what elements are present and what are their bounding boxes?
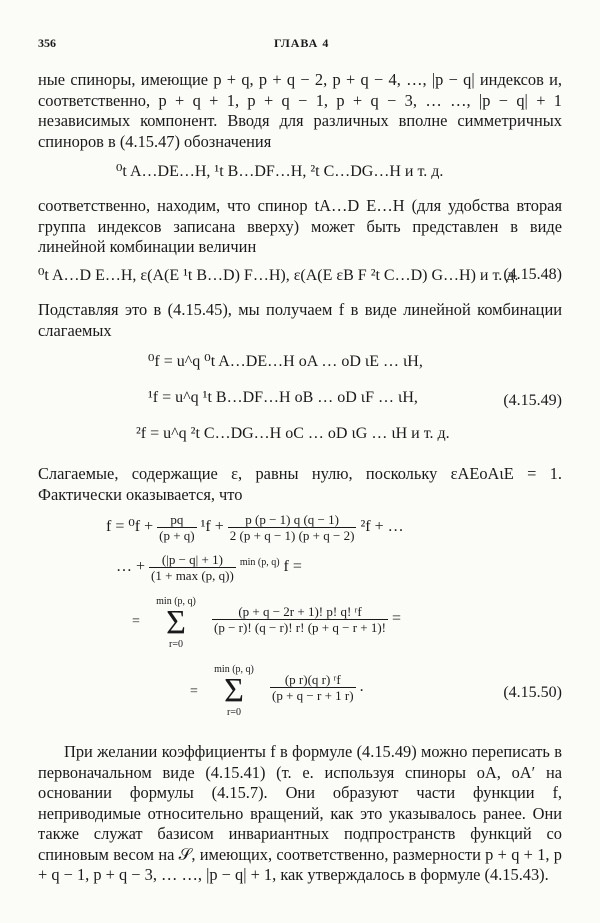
equation-4-15-50-line-4 bbox=[270, 672, 364, 703]
fraction-2 bbox=[228, 512, 357, 543]
equals-sign-3: = bbox=[190, 684, 198, 699]
summation-2-symbol: Σ bbox=[224, 672, 244, 709]
page-number: 356 bbox=[38, 36, 56, 50]
binomial-denominator: (p + q − r + 1 r) bbox=[272, 688, 354, 703]
fraction-1 bbox=[157, 512, 197, 543]
summation-1-symbol: Σ bbox=[166, 604, 186, 641]
equals-sign-1: = bbox=[132, 614, 140, 629]
fraction-1-denominator: (p + q) bbox=[159, 528, 195, 543]
equation-4-15-50-line-2 bbox=[116, 552, 302, 583]
equals-sign-2: = bbox=[392, 610, 402, 628]
equation-4-15-50-number: (4.15.50) bbox=[503, 684, 562, 701]
fraction-3-denominator: (1 + max (p, q)) bbox=[151, 568, 234, 583]
fraction-3-numerator: (|p − q| + 1) bbox=[149, 552, 236, 568]
chapter-title: ГЛАВА 4 bbox=[274, 36, 330, 50]
summation-1-lower: r=0 bbox=[169, 639, 183, 650]
f-last-term: f = bbox=[283, 558, 302, 576]
summation-1 bbox=[156, 596, 196, 650]
fraction-2-denominator: 2 (p + q − 1) (p + q − 2) bbox=[229, 528, 355, 543]
equation-4-15-48-number: (4.15.48) bbox=[503, 266, 562, 283]
f-sum-start: f = ⁰f + bbox=[106, 518, 154, 536]
notation-line: ⁰t A…DE…H, ¹t B…DF…H, ²t C…DG…H и т. д. bbox=[116, 163, 444, 180]
fraction-4-numerator: (p + q − 2r + 1)! p! q! ʳf bbox=[212, 604, 388, 620]
paragraph-1: ные спиноры, имеющие p + q, p + q − 2, p + q − 4, …, |p − q| индексов и, соответственно, p + q + 1, p + q − 1, p + q − 3, … …, |p − q| + 1 независимых компонент. Вводя для различных вполне симметричных спиноров в (4.15.47) обозначения bbox=[38, 70, 562, 151]
ellipsis-plus: … + bbox=[116, 558, 146, 576]
f-term-2: ²f + … bbox=[360, 518, 404, 536]
final-period: . bbox=[359, 678, 364, 696]
summation-2 bbox=[214, 664, 254, 718]
binomial-numerator: (p r)(q r) ʳf bbox=[270, 672, 356, 688]
fraction-2-numerator: p (p − 1) q (q − 1) bbox=[228, 512, 357, 528]
equation-4-15-49-line-2: ¹f = u^q ¹t B…DF…H oB … oD ιF … ιH, bbox=[148, 389, 418, 406]
fraction-4 bbox=[212, 604, 388, 635]
fraction-1-numerator: pq bbox=[157, 512, 197, 528]
paragraph-3: Подставляя это в (4.15.45), мы получаем f в виде линейной комбинации слагаемых bbox=[38, 300, 562, 340]
fraction-3 bbox=[149, 552, 236, 583]
running-header bbox=[38, 36, 562, 52]
paragraph-4: Слагаемые, содержащие ε, равны нулю, поскольку εAEoAιE = 1. Фактически оказывается, что bbox=[38, 464, 562, 504]
f-term-1: ¹f + bbox=[200, 518, 224, 536]
binomial-fraction bbox=[270, 672, 356, 703]
summation-2-upper: min (p, q) bbox=[214, 664, 254, 675]
summation-1-upper: min (p, q) bbox=[156, 596, 196, 607]
min-superscript: min (p, q) bbox=[239, 556, 280, 568]
equation-4-15-49-number: (4.15.49) bbox=[503, 392, 562, 409]
paragraph-5: При желании коэффициенты f в формуле (4.15.49) можно переписать в первоначальном виде (4.15.41) (т. е. используя спиноры oA, oA′ на основании формулы (4.15.7). Они образуют части функции f, неприводимые относительно вращений, как это указывалось ранее. Они также служат базисом инвариантных подпространств функций со спиновым весом на 𝒮, имеющих, соответственно, размерности p + q + 1, p + q − 1, p + q − 3, … …, |p − q| + 1, как утверждалось в формуле (4.15.43). bbox=[38, 742, 562, 884]
fraction-4-denominator: (p − r)! (q − r)! r! (p + q − r + 1)! bbox=[214, 620, 387, 635]
equation-4-15-50-line-3 bbox=[212, 604, 401, 635]
equation-4-15-48: ⁰t A…D E…H, ε(A(E ¹t B…D) F…H), ε(A(E εB F ²t C…D) G…H) и т. д. bbox=[38, 267, 519, 284]
equation-4-15-50-line-1 bbox=[106, 512, 404, 543]
equation-4-15-49-line-3: ²f = u^q ²t C…DG…H oC … oD ιG … ιH и т. д. bbox=[136, 425, 450, 442]
equation-4-15-49-line-1: ⁰f = u^q ⁰t A…DE…H oA … oD ιE … ιH, bbox=[148, 353, 423, 370]
summation-2-lower: r=0 bbox=[227, 707, 241, 718]
paragraph-2: соответственно, находим, что спинор tA…D E…H (для удобства вторая группа индексов записана вверху) может быть представлен в виде линейной комбинации величин bbox=[38, 196, 562, 256]
